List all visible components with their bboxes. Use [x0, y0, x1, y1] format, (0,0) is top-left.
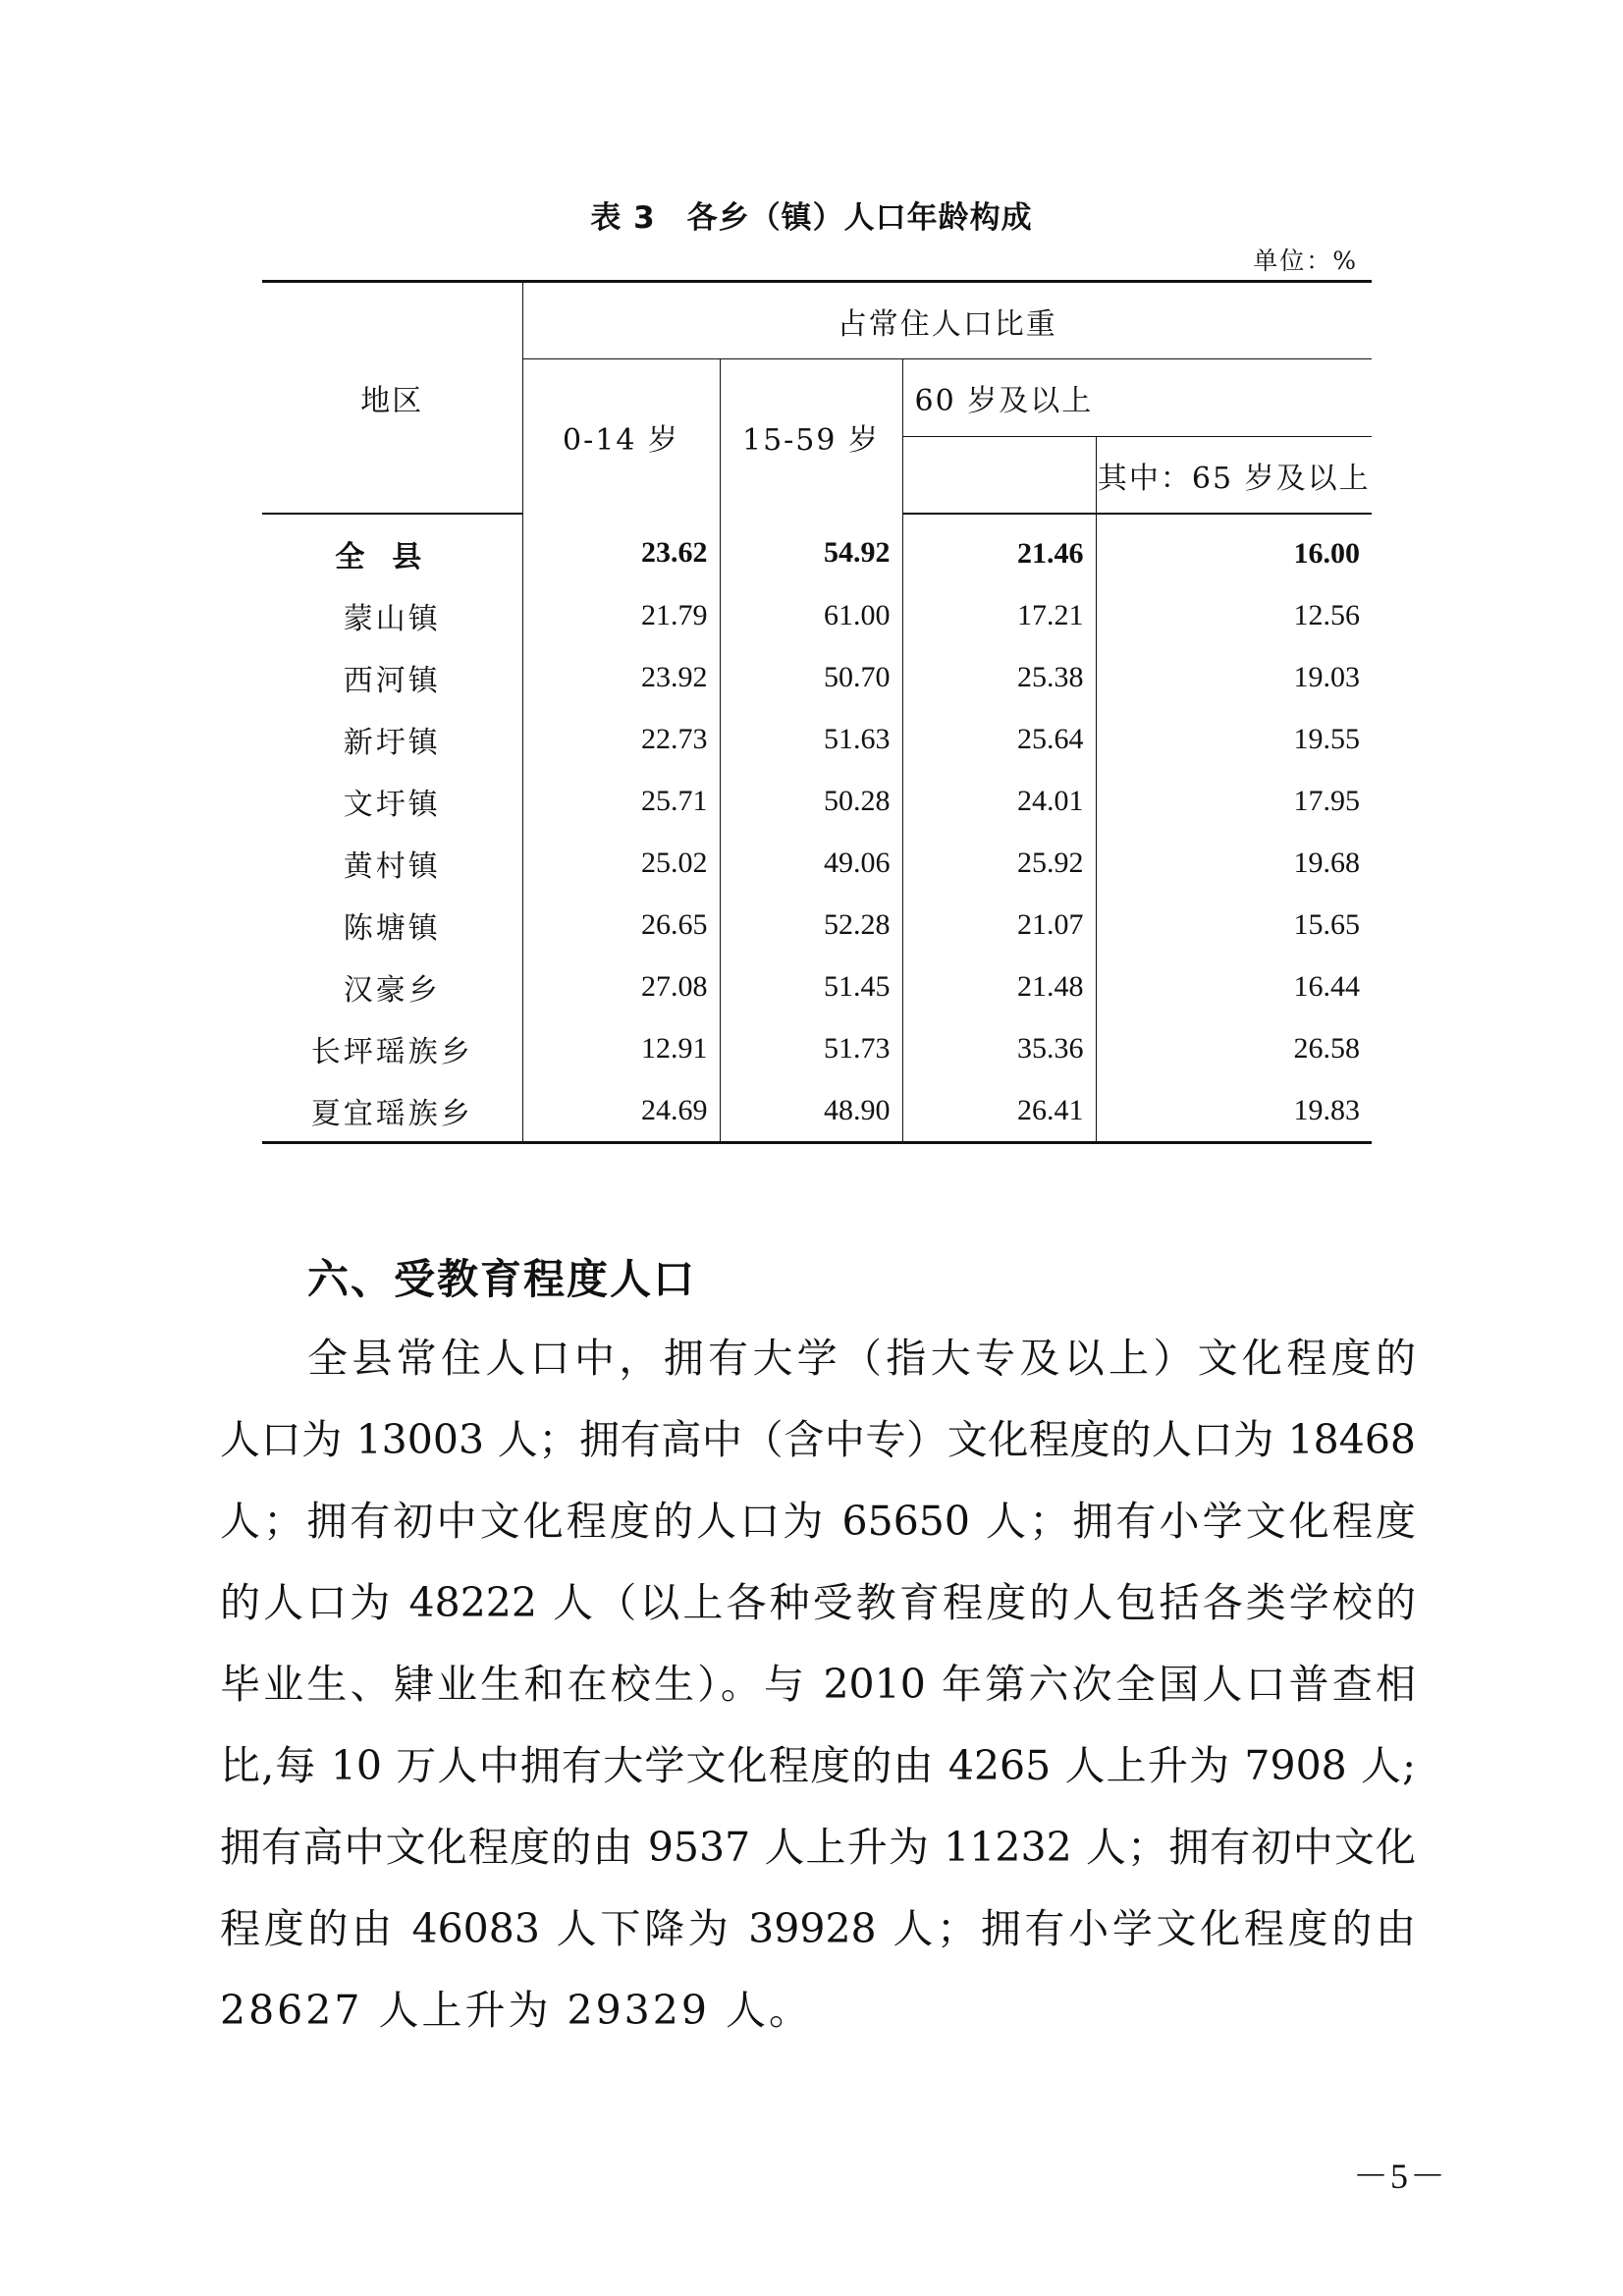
cell-65-plus: 12.56: [1293, 598, 1360, 631]
cell-60-plus: 21.48: [902, 956, 1096, 1017]
table-row: [262, 770, 1372, 832]
table-row: [262, 514, 1372, 584]
row-area: 汉豪乡: [262, 956, 522, 1017]
table-row: [262, 894, 1372, 956]
cell-60-plus: 17.21: [902, 584, 1096, 646]
cell-65-plus: 16.44: [1293, 969, 1360, 1003]
cell-60-plus: 25.92: [902, 832, 1096, 894]
row-area: 黄村镇: [262, 832, 522, 894]
cell-65-plus: 16.00: [1293, 536, 1360, 570]
row-area: 长坪瑶族乡: [262, 1017, 522, 1079]
cell-0-14: 26.65: [522, 894, 720, 956]
header-group: 占常住人口比重: [522, 282, 1372, 359]
cell-60-plus: 26.41: [902, 1079, 1096, 1143]
header-60-plus-spacer: [902, 437, 1096, 515]
cell-65-plus: 17.95: [1293, 784, 1360, 817]
paragraph-line: 的人口为 48222 人（以上各种受教育程度的人包括各类学校的: [220, 1579, 1416, 1626]
paragraph-line: 人；拥有初中文化程度的人口为 65650 人；拥有小学文化程度: [220, 1498, 1416, 1545]
row-area: 夏宜瑶族乡: [262, 1079, 522, 1143]
paragraph-line: 毕业生、肄业生和在校生）。与 2010 年第六次全国人口普查相: [220, 1661, 1416, 1708]
cell-0-14: 24.69: [522, 1079, 720, 1143]
paragraph-line: 程度的由 46083 人下降为 39928 人；拥有小学文化程度的由: [220, 1905, 1416, 1952]
cell-0-14: 22.73: [522, 708, 720, 770]
row-area: 陈塘镇: [262, 894, 522, 956]
table-row: [262, 1079, 1372, 1143]
cell-65-plus: 19.68: [1293, 846, 1360, 879]
table-row: [262, 1017, 1372, 1079]
cell-0-14: 12.91: [522, 1017, 720, 1079]
row-area: 新圩镇: [262, 708, 522, 770]
cell-0-14: 27.08: [522, 956, 720, 1017]
cell-60-plus: 25.38: [902, 646, 1096, 708]
population-age-table: [262, 280, 1372, 1144]
table-row: [262, 646, 1372, 708]
paragraph-line: 28627 人上升为 29329 人。: [220, 1987, 812, 2034]
cell-15-59: 51.45: [720, 956, 902, 1017]
table-row: [262, 956, 1372, 1017]
cell-60-plus: 25.64: [902, 708, 1096, 770]
table-title: 表 3 各乡（镇）人口年龄构成: [590, 200, 1033, 236]
table-row: [262, 708, 1372, 770]
section-heading: 六、受教育程度人口: [307, 1255, 697, 1303]
cell-0-14: 21.79: [522, 584, 720, 646]
unit-label: 单位：%: [1253, 246, 1358, 275]
row-area: 全县: [262, 514, 522, 584]
cell-15-59: 49.06: [720, 832, 902, 894]
header-0-14: 0-14 岁: [522, 359, 720, 515]
page-number: －5－: [1353, 2157, 1448, 2196]
cell-65-plus: 19.83: [1293, 1093, 1360, 1126]
cell-15-59: 61.00: [720, 584, 902, 646]
table-row: [262, 832, 1372, 894]
cell-60-plus: 21.46: [902, 514, 1096, 584]
row-area: 蒙山镇: [262, 584, 522, 646]
cell-0-14: 23.92: [522, 646, 720, 708]
table-row: [262, 584, 1372, 646]
cell-15-59: 51.73: [720, 1017, 902, 1079]
header-area: 地区: [262, 282, 522, 515]
paragraph-line: 比,每 10 万人中拥有大学文化程度的由 4265 人上升为 7908 人;: [220, 1742, 1416, 1789]
cell-15-59: 50.70: [720, 646, 902, 708]
cell-15-59: 50.28: [720, 770, 902, 832]
row-area: 西河镇: [262, 646, 522, 708]
header-60-plus: 60 岁及以上: [902, 359, 1372, 437]
header-15-59: 15-59 岁: [720, 359, 902, 515]
cell-65-plus: 19.55: [1293, 722, 1360, 755]
cell-60-plus: 21.07: [902, 894, 1096, 956]
cell-15-59: 48.90: [720, 1079, 902, 1143]
cell-60-plus: 24.01: [902, 770, 1096, 832]
cell-65-plus: 15.65: [1293, 907, 1360, 941]
cell-65-plus: 26.58: [1293, 1031, 1360, 1065]
cell-65-plus: 19.03: [1293, 660, 1360, 693]
cell-15-59: 52.28: [720, 894, 902, 956]
row-area: 文圩镇: [262, 770, 522, 832]
cell-0-14: 25.02: [522, 832, 720, 894]
header-65-plus: 其中：65 岁及以上: [1096, 437, 1372, 515]
cell-15-59: 51.63: [720, 708, 902, 770]
paragraph-line: 拥有高中文化程度的由 9537 人上升为 11232 人；拥有初中文化: [220, 1824, 1416, 1871]
cell-60-plus: 35.36: [902, 1017, 1096, 1079]
paragraph-line: 人口为 13003 人；拥有高中（含中专）文化程度的人口为 18468: [220, 1416, 1416, 1463]
cell-15-59: 54.92: [720, 514, 902, 584]
paragraph-line: 全县常住人口中，拥有大学（指大专及以上）文化程度的: [307, 1335, 1416, 1382]
cell-0-14: 25.71: [522, 770, 720, 832]
cell-0-14: 23.62: [522, 514, 720, 584]
